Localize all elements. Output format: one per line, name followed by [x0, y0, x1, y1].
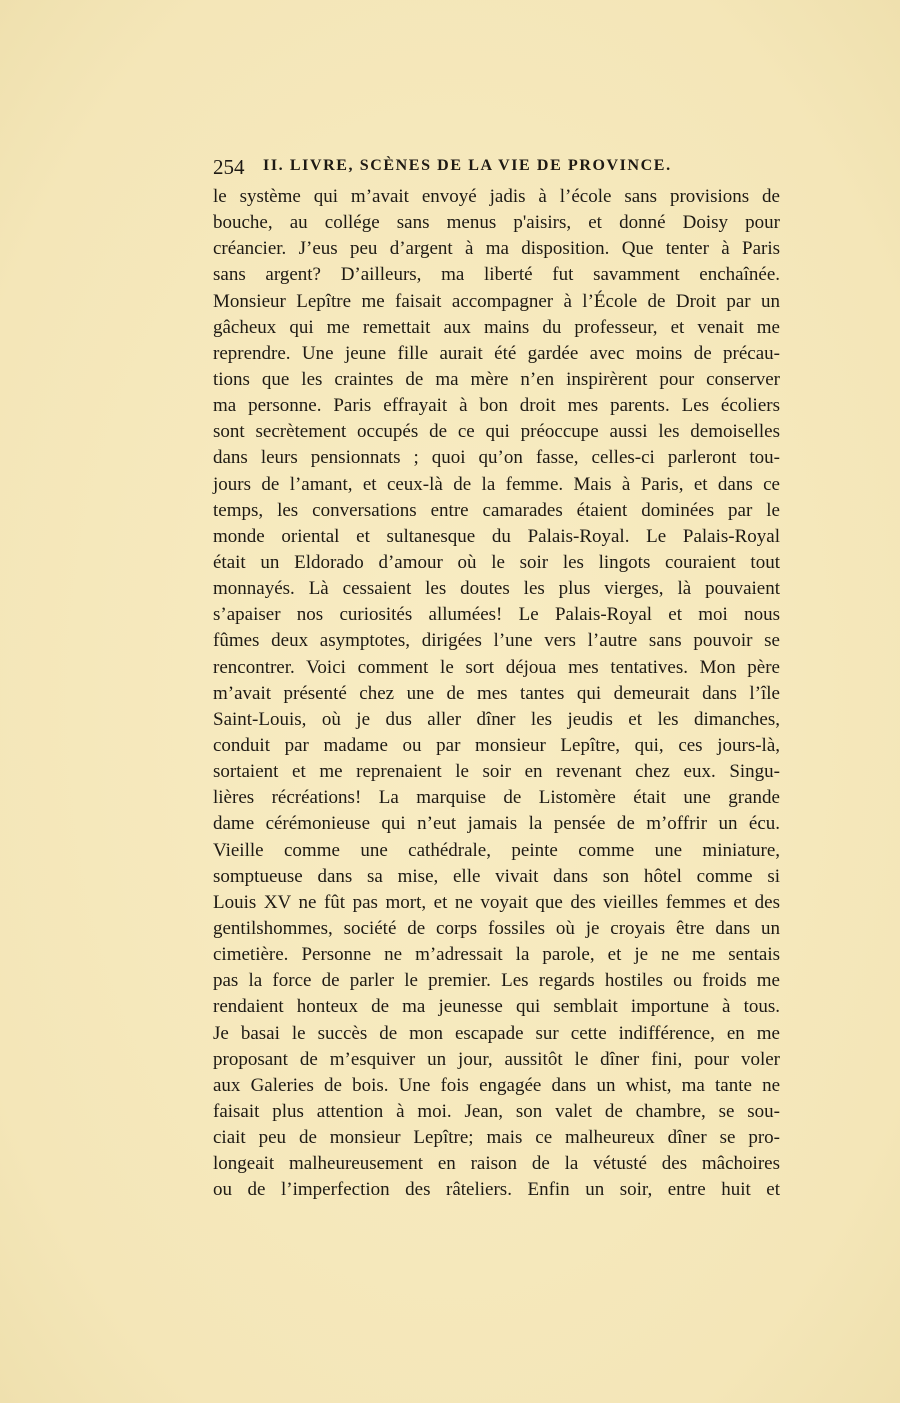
body-text	[213, 184, 780, 1203]
text-line-content: faisait plus attention à moi. Jean, son valet de chambre, se sou-	[213, 1100, 780, 1122]
text-line	[213, 419, 780, 445]
text-line	[213, 602, 780, 628]
text-line	[213, 1099, 780, 1125]
text-line	[213, 1177, 780, 1203]
text-line	[213, 994, 780, 1020]
text-line	[213, 289, 780, 315]
text-line	[213, 811, 780, 837]
text-line	[213, 1125, 780, 1151]
text-line	[213, 916, 780, 942]
text-line-content: Monsieur Lepître me faisait accompagner à l’École de Droit par un	[213, 290, 780, 312]
text-line-content: gentilshommes, société de corps fossiles où je croyais être dans un	[213, 917, 780, 939]
text-line	[213, 759, 780, 785]
text-line-content: ciait peu de monsieur Lepître; mais ce malheureux dîner se pro-	[213, 1127, 780, 1149]
text-line	[213, 576, 780, 602]
text-line-content: gâcheux qui me remettait aux mains du professeur, et venait me	[213, 316, 780, 338]
text-line	[213, 785, 780, 811]
text-line-content: sortaient et me reprenaient le soir en revenant chez eux. Singu-	[213, 761, 780, 783]
text-line-content: longeait malheureusement en raison de la vétusté des mâchoires	[213, 1153, 780, 1175]
text-line	[213, 445, 780, 471]
text-line-content: Je basai le succès de mon escapade sur cette indifférence, en me	[213, 1022, 780, 1044]
text-line-content: cimetière. Personne ne m’adressait la parole, et je ne me sentais	[213, 944, 780, 966]
text-line-content: ou de l’imperfection des râteliers. Enfin un soir, entre huit et	[213, 1179, 780, 1201]
running-title: II. LIVRE, SCÈNES DE LA VIE DE PROVINCE.	[263, 157, 672, 174]
text-line-content: s’apaiser nos curiosités allumées! Le Palais-Royal et moi nous	[213, 604, 780, 626]
text-line	[213, 498, 780, 524]
text-line-content: reprendre. Une jeune fille aurait été gardée avec moins de précau-	[213, 342, 780, 364]
text-line	[213, 655, 780, 681]
text-line	[213, 550, 780, 576]
text-line	[213, 393, 780, 419]
text-line	[213, 341, 780, 367]
text-line-content: dame cérémonieuse qui n’eut jamais la pensée de m’offrir un écu.	[213, 813, 780, 835]
text-line-content: sont secrètement occupés de ce qui préoccupe aussi les demoiselles	[213, 421, 780, 443]
text-line	[213, 628, 780, 654]
text-line	[213, 1021, 780, 1047]
text-line-content: monnayés. Là cessaient les doutes les plus vierges, là pouvaient	[213, 578, 780, 600]
text-line-content: le système qui m’avait envoyé jadis à l’école sans provisions de	[213, 186, 780, 207]
text-line-content: était un Eldorado d’amour où le soir les lingots couraient tout	[213, 551, 780, 573]
text-line	[213, 707, 780, 733]
text-line	[213, 968, 780, 994]
text-line-content: bouche, au collége sans menus p'aisirs, et donné Doisy pour	[213, 212, 780, 234]
text-line-content: dans leurs pensionnats ; quoi qu’on fasse, celles-ci parleront tou-	[213, 447, 780, 469]
text-line-content: tions que les craintes de ma mère n’en inspirèrent pour conserver	[213, 368, 780, 390]
text-line	[213, 184, 780, 210]
text-line-content: somptueuse dans sa mise, elle vivait dans son hôtel comme si	[213, 865, 780, 887]
text-line-content: rencontrer. Voici comment le sort déjoua mes tentatives. Mon père	[213, 656, 780, 678]
text-line-content: Louis XV ne fût pas mort, et ne voyait que des vieilles femmes et des	[213, 891, 780, 913]
text-line	[213, 864, 780, 890]
running-header	[213, 155, 780, 181]
text-line-content: pas la force de parler le premier. Les regards hostiles ou froids me	[213, 970, 780, 992]
text-line-content: aux Galeries de bois. Une fois engagée dans un whist, ma tante ne	[213, 1074, 780, 1096]
text-line	[213, 890, 780, 916]
text-line	[213, 681, 780, 707]
text-line	[213, 236, 780, 262]
text-line-content: Saint-Louis, où je dus aller dîner les jeudis et les dimanches,	[213, 708, 780, 730]
text-line	[213, 367, 780, 393]
text-line-content: Vieille comme une cathédrale, peinte comme une miniature,	[213, 839, 780, 861]
text-line-content: sans argent? D’ailleurs, ma liberté fut savamment enchaînée.	[213, 264, 780, 286]
text-line-content: lières récréations! La marquise de Listomère était une grande	[213, 787, 780, 809]
text-line	[213, 1151, 780, 1177]
text-line-content: proposant de m’esquiver un jour, aussitôt le dîner fini, pour voler	[213, 1048, 780, 1070]
text-line-content: rendaient honteux de ma jeunesse qui semblait importune à tous.	[213, 996, 780, 1018]
text-line-content: m’avait présenté chez une de mes tantes qui demeurait dans l’île	[213, 682, 780, 704]
text-line-content: créancier. J’eus peu d’argent à ma disposition. Que tenter à Paris	[213, 238, 780, 260]
text-line	[213, 210, 780, 236]
text-line	[213, 838, 780, 864]
text-line-content: ma personne. Paris effrayait à bon droit mes parents. Les écoliers	[213, 395, 780, 417]
text-line-content: monde oriental et sultanesque du Palais-Royal. Le Palais-Royal	[213, 525, 780, 547]
page-number: 254	[213, 155, 245, 179]
text-line-content: temps, les conversations entre camarades étaient dominées par le	[213, 499, 780, 521]
text-line-content: conduit par madame ou par monsieur Lepître, qui, ces jours-là,	[213, 734, 780, 756]
text-line	[213, 315, 780, 341]
text-line	[213, 942, 780, 968]
text-line	[213, 472, 780, 498]
text-line	[213, 1047, 780, 1073]
text-line	[213, 1073, 780, 1099]
text-line	[213, 733, 780, 759]
text-line-content: jours de l’amant, et ceux-là de la femme. Mais à Paris, et dans ce	[213, 473, 780, 495]
text-line	[213, 524, 780, 550]
text-line-content: fûmes deux asymptotes, dirigées l’une vers l’autre sans pouvoir se	[213, 630, 780, 652]
text-line	[213, 262, 780, 288]
